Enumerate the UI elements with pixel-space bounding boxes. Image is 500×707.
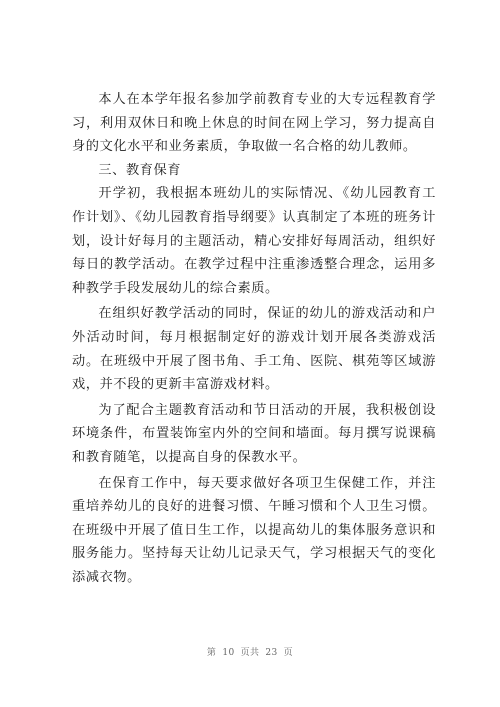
paragraph: 本人在本学年报名参加学前教育专业的大专远程教育学习，利用双休日和晚上休息的时间在网上学习，努力提高自身的文化水平和业务素质，争取做一名合格的幼儿教师。 [72,92,436,155]
document-body [72,88,436,589]
paragraph: 在组织好教学活动的同时，保证的幼儿的游戏活动和户外活动时间，每月根据制定好的游戏计划开展各类游戏活动。在班级中开展了图书角、手工角、医院、棋苑等区域游戏，并不段的更新丰富游戏材料。 [72,306,436,393]
footer-middle: 页共 [240,648,260,658]
footer-suffix: 页 [283,648,294,658]
footer-prefix: 第 [206,648,217,658]
footer-total-pages: 23 [265,648,278,658]
footer-page-number: 10 [222,648,235,658]
paragraph: 在保育工作中，每天要求做好各项卫生保健工作，并注重培养幼儿的良好的进餐习惯、午睡习惯和个人卫生习惯。在班级中开展了值日生工作，以提高幼儿的集体服务意识和服务能力。坚持每天让幼儿记录天气，学习根据天气的变化添减衣物。 [72,475,436,585]
section-heading: 三、教育保育 [98,162,182,178]
paragraph: 为了配合主题教育活动和节日活动的开展，我积极创设环境条件，布置装饰室内外的空间和墙面。每月撰写说课稿和教育随笔，以提高自身的保教水平。 [72,402,436,465]
page-footer [0,645,500,658]
paragraph: 开学初，我根据本班幼儿的实际情况、《幼儿园教育工作计划》、《幼儿园教育指导纲要》认真制定了本班的班务计划，设计好每月的主题活动，精心安排好每周活动，组织好每日的教学活动。在教学过程中注重渗透整合理念，运用多种教学手段发展幼儿的综合素质。 [72,186,436,296]
